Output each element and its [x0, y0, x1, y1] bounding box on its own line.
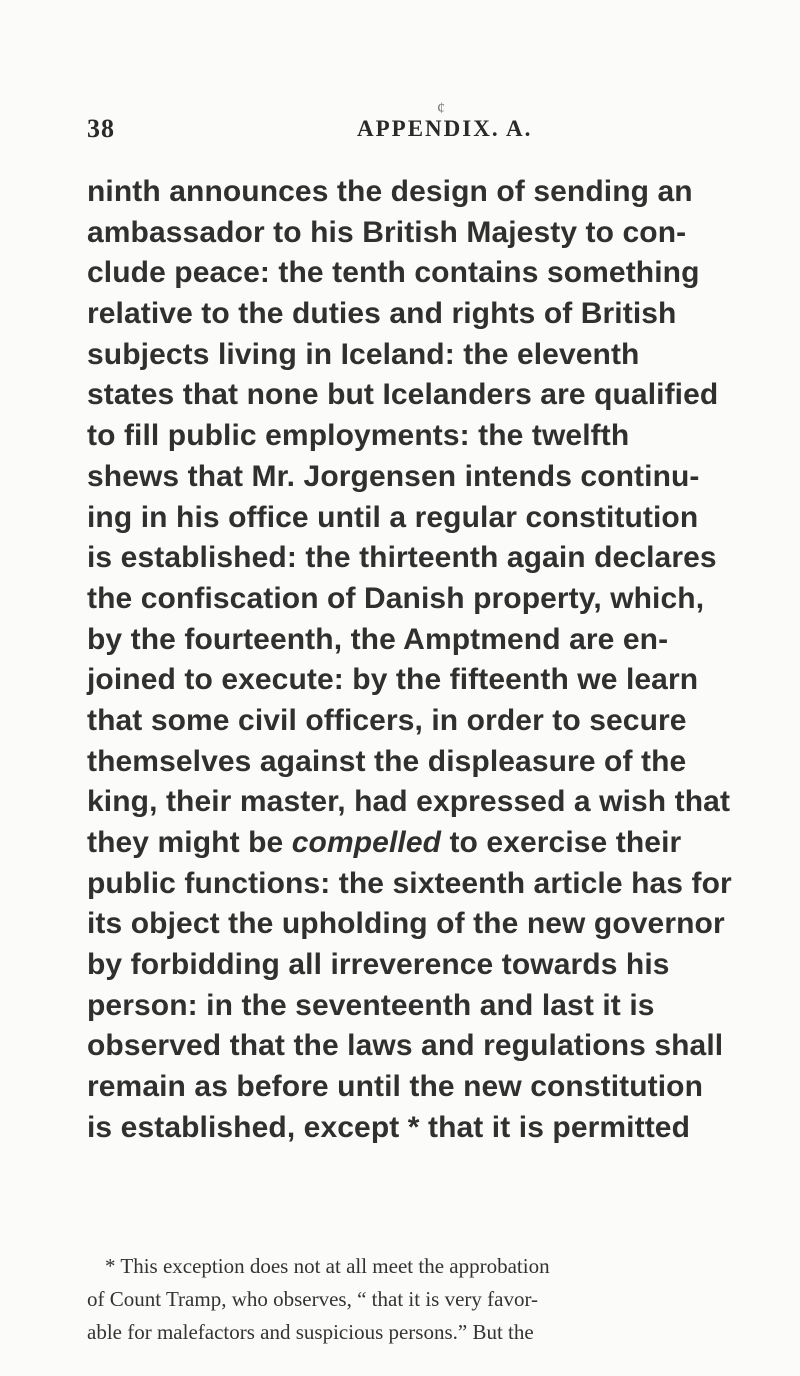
text-segment: they might be	[87, 826, 292, 859]
text-line: its object the upholding of the new governor	[87, 907, 725, 941]
text-line: states that none but Icelanders are qualified	[87, 378, 719, 412]
text-line: clude peace: the tenth contains something	[87, 256, 700, 290]
footnote	[87, 1250, 767, 1349]
text-segment: to exercise their	[441, 826, 682, 859]
running-head: APPENDIX. A.	[357, 116, 533, 141]
text-line: person: in the seventeenth and last it is	[87, 988, 655, 1022]
text-line: joined to execute: by the fifteenth we learn	[87, 663, 699, 697]
text-line: ing in his office until a regular constitution	[87, 500, 699, 534]
text-line: by forbidding all irreverence towards his	[87, 948, 670, 982]
text-line: public functions: the sixteenth article has for	[87, 866, 732, 900]
text-line: remain as before until the new constitution	[87, 1070, 704, 1104]
text-line-with-emphasis	[87, 823, 767, 864]
footnote-line: of Count Tramp, who observes, “ that it is very favor-	[87, 1287, 539, 1311]
emphasis-word: compelled	[291, 826, 442, 859]
text-line: subjects living in Iceland: the eleventh	[87, 337, 640, 371]
text-line: that some civil officers, in order to secure	[87, 703, 687, 737]
text-line: is established, except * that it is permitted	[87, 1110, 691, 1144]
text-line: shews that Mr. Jorgensen intends continu-	[87, 459, 700, 493]
printer-mark: ¢	[437, 100, 445, 117]
page-header	[87, 114, 747, 152]
main-text	[87, 172, 767, 1149]
text-line: ambassador to his British Majesty to con-	[87, 215, 687, 249]
text-line: to fill public employments: the twelfth	[87, 419, 630, 453]
footnote-line: able for malefactors and suspicious persons.” But the	[87, 1320, 534, 1344]
text-line: ninth announces the design of sending an	[87, 175, 693, 208]
text-line: by the fourteenth, the Amptmend are en-	[87, 622, 669, 656]
text-line: observed that the laws and regulations shall	[87, 1029, 724, 1063]
text-line: relative to the duties and rights of British	[87, 297, 677, 331]
text-line: the confiscation of Danish property, which,	[87, 581, 705, 615]
text-line: is established: the thirteenth again declares	[87, 541, 717, 575]
page-number: 38	[87, 114, 115, 143]
footnote-line: * This exception does not at all meet the approbation	[105, 1254, 550, 1278]
text-line: king, their master, had expressed a wish that	[87, 785, 731, 819]
text-line: themselves against the displeasure of the	[87, 744, 687, 778]
